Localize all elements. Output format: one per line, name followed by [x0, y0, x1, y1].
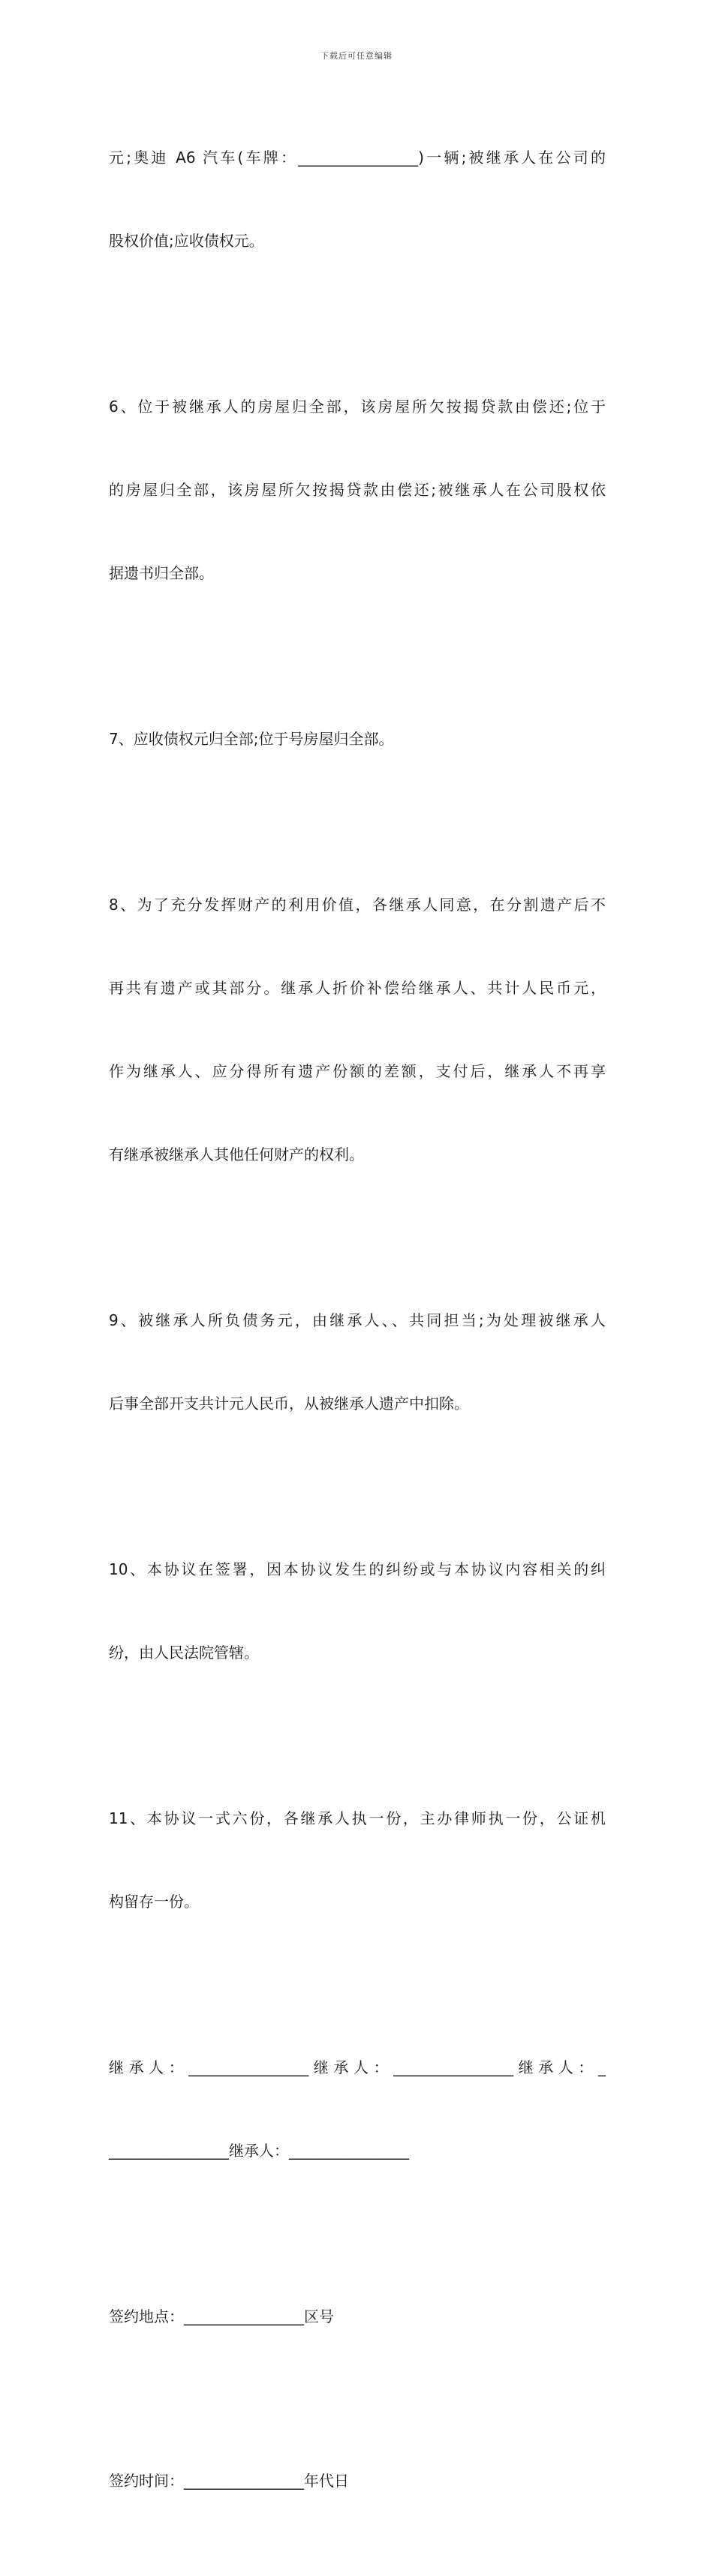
- document-body: [109, 89, 606, 2576]
- text-line: 元;奥迪 A6 汽车(车牌：________________)一辆;被继承人在公司的: [109, 149, 606, 167]
- paragraph-6: [109, 338, 606, 643]
- paragraph-10: [109, 1500, 606, 1722]
- text-line: 构留存一份。: [109, 1893, 199, 1911]
- signature-line: ________________继承人：________________: [109, 2142, 409, 2160]
- text-line: 有继承被继承人其他任何财产的权利。: [109, 1145, 364, 1163]
- text-line: 8、为了充分发挥财产的利用价值，各继承人同意，在分割遗产后不: [109, 896, 606, 914]
- paragraph-8: [109, 836, 606, 1224]
- text-line: 作为继承人、应分得所有遗产份额的差额，支付后，继承人不再享: [109, 1062, 606, 1080]
- paragraph-5-continued: [109, 89, 606, 311]
- text-line: 后事全部开支共计元人民币，从被继承人遗产中扣除。: [109, 1395, 469, 1413]
- text-line: 据遗书归全部。: [109, 564, 214, 582]
- text-line: 股权价值;应收债权元。: [109, 232, 264, 250]
- text-line: 再共有遗产或其部分。继承人折价补偿给继承人、共计人民币元，: [109, 979, 606, 997]
- signing-time-line: 签约时间：________________年代日: [109, 2472, 349, 2490]
- page-header: 下载后可任意编辑: [320, 51, 393, 61]
- text-line: 6、位于被继承人的房屋归全部，该房屋所欠按揭贷款由偿还;位于: [109, 398, 606, 416]
- signing-time: [109, 2412, 606, 2550]
- paragraph-9: [109, 1251, 606, 1473]
- signing-place-line: 签约地点：________________区号: [109, 2307, 334, 2325]
- text-line: 11、本协议一式六份，各继承人执一份，主办律师执一份，公证机: [109, 1809, 606, 1827]
- text-line: 7、应收债权元归全部;位于号房屋归全部。: [109, 730, 394, 748]
- signature-line: 继承人：________________继承人：________________继承人：_: [109, 2058, 606, 2076]
- heirs-signature-block: [109, 1998, 606, 2220]
- signing-place: [109, 2247, 606, 2386]
- paragraph-11: [109, 1749, 606, 1971]
- text-line: 9、被继承人所负债务元，由继承人、、共同担当;为处理被继承人: [109, 1311, 606, 1329]
- text-line: 10、本协议在签署，因本协议发生的纠纷或与本协议内容相关的纠: [109, 1560, 606, 1578]
- text-line: 纷，由人民法院管辖。: [109, 1644, 259, 1662]
- text-line: 的房屋归全部，该房屋所欠按揭贷款由偿还;被继承人在公司股权依: [109, 481, 606, 499]
- paragraph-7: [109, 670, 606, 809]
